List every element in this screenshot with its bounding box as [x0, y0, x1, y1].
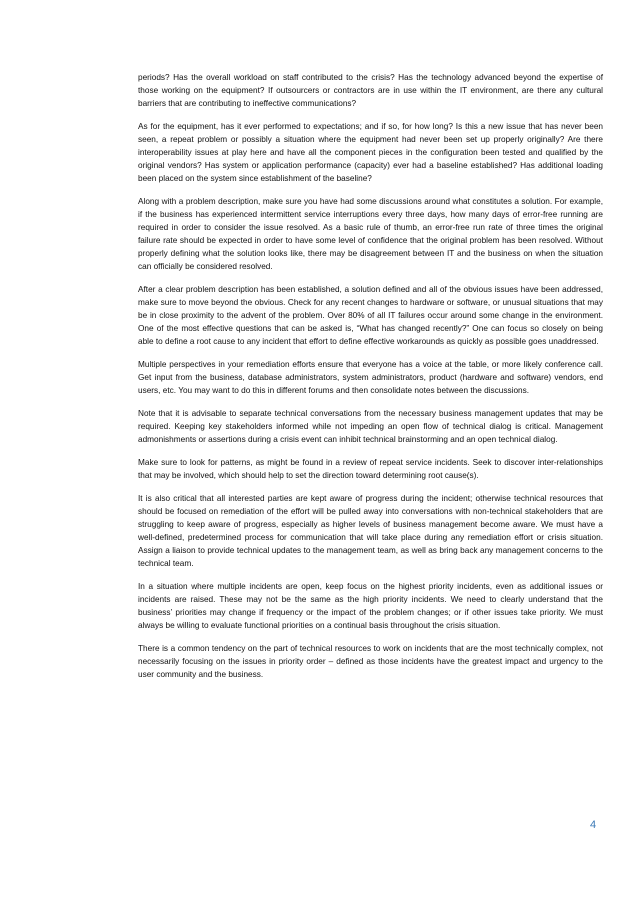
- paragraph-equipment-questions: As for the equipment, has it ever performed to expectations; and if so, for how long? Is this a new issue that has never been seen, a repeat problem or possibly a situation where the equipment had never been set up properly originally? Are there interoperability issues at play here and have all the component pieces in the configuration been tested and qualified by the original vendors? Has system or application performance (capacity) ever had a baseline established? Has additional loading been placed on the system since establishment of the baseline?: [138, 121, 603, 184]
- body-text: [138, 71, 603, 691]
- paragraph-workload-questions: periods? Has the overall workload on staff contributed to the crisis? Has the technology advanced beyond the expertise of those working on the equipment? If outsourcers or contractors are in use within the IT environment, are there any cultural barriers that are contributing to ineffective communications?: [138, 73, 603, 109]
- paragraph-progress-awareness: It is also critical that all interested parties are kept aware of progress during the incident; otherwise technical resources that should be focused on remediation of the effort will be pulled away into conversations with non-technical stakeholders that are struggling to keep aware of progress, especially as higher levels of business management become aware. We must have a well-defined, predetermined process for communication that will take place during any remediation effort or crisis situation. Assign a liaison to provide technical updates to the management team, as well as bring back any management concerns to the technical team.: [138, 493, 603, 569]
- paragraph-patterns: Make sure to look for patterns, as might be found in a review of repeat service incidents. Seek to discover inter-relationships that may be involved, which should help to set the direction toward determining root cause(s).: [138, 457, 603, 480]
- paragraph-solution-definition: Along with a problem description, make sure you have had some discussions around what constitutes a solution. For example, if the business has experienced intermittent service interruptions every three days, how many days of error-free running are required in order to consider the issue resolved. As a basic rule of thumb, an error-free run rate of three times the original failure rate should be expected in order to have some level of confidence that the original problem has been resolved. Without properly defining what the solution looks like, there may be disagreement between IT and the business on when the situation can officially be considered resolved.: [138, 196, 603, 272]
- page-number: 4: [590, 819, 597, 831]
- paragraph-multiple-perspectives: Multiple perspectives in your remediation efforts ensure that everyone has a voice at the table, or more likely conference call. Get input from the business, database administrators, system administrators, product (hardware and software) vendors, end users, etc. You may want to do this in different forums and then consolidate notes between the discussions.: [138, 360, 603, 396]
- paragraph-priority-focus: In a situation where multiple incidents are open, keep focus on the highest priority incidents, even as additional issues or incidents are raised. These may not be the same as the high priority incidents. We need to clearly understand that the business’ priorities may change if frequency or the impact of the problem changes; or if other issues take priority. We must always be willing to evaluate functional priorities on a continual basis throughout the crisis situation.: [138, 581, 603, 631]
- paragraph-common-tendency: There is a common tendency on the part of technical resources to work on incidents that are the most technically complex, not necessarily focusing on the issues in priority order – defined as those incidents have the greatest impact and urgency to the user community and the business.: [138, 643, 603, 679]
- paragraph-separate-conversations: Note that it is advisable to separate technical conversations from the necessary business management updates that may be required. Keeping key stakeholders informed while not impeding an open flow of technical dialog is critical. Management admonishments or assertions during a crisis event can inhibit technical brainstorming and an open technical dialog.: [138, 409, 603, 445]
- paragraph-beyond-obvious: After a clear problem description has been established, a solution defined and all of the obvious issues have been addressed, make sure to move beyond the obvious. Check for any recent changes to hardware or software, or unusual situations that may be in close proximity to the advent of the problem. Over 80% of all IT failures occur around some change in the environment. One of the most effective questions that can be asked is, “What has changed recently?” One can focus so closely on being able to define a root cause to any incident that effort to define effective workarounds as quickly as possible goes unaddressed.: [138, 285, 603, 347]
